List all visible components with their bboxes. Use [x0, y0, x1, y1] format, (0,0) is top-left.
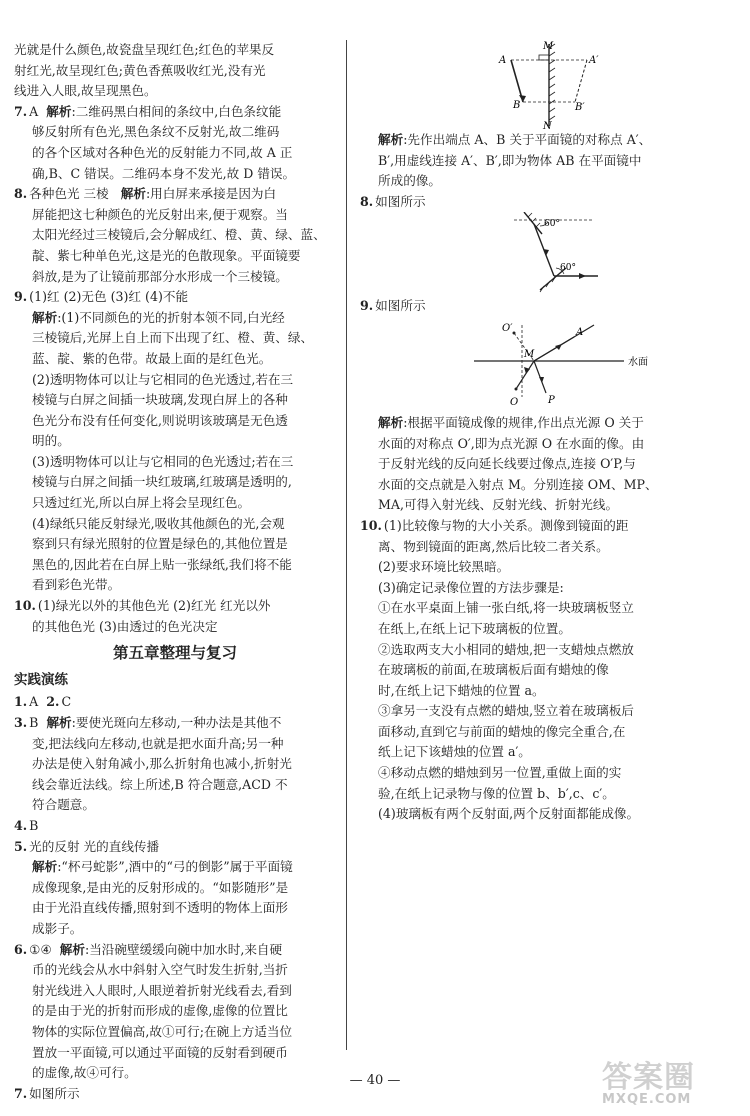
question-number: 5. — [14, 838, 28, 854]
question-number: 7. — [14, 1085, 28, 1101]
text-line: 蓝、靛、紫的色带。故最上面的是红色光。 — [32, 350, 272, 366]
water-surface-figure — [444, 317, 654, 413]
reflection-figure — [494, 212, 604, 296]
subsection-title: 实践演练 — [14, 671, 68, 688]
question-8 — [14, 184, 336, 205]
text-line: 变,把法线向左移动,也就是把水面升高;另一种 — [32, 735, 284, 751]
question-number: 6. — [14, 941, 28, 957]
text-line: :(1)不同颜色的光的折射本领不同,白光经 — [57, 309, 285, 325]
text-line: (2)透明物体可以让与它相同的色光透过,若在三 — [32, 371, 294, 387]
text-line: 的其他色光 (3)由透过的色光决定 — [32, 618, 218, 634]
analysis-label: 解析 — [32, 859, 58, 875]
analysis-label: 解析 — [46, 103, 72, 119]
answer: 光的反射 光的直线传播 — [29, 838, 160, 854]
text-line: 验,在纸上记录物与像的位置 b、b′,c、c′。 — [378, 785, 615, 801]
text-line: (1)比较像与物的大小关系。测像到镜面的距 — [383, 517, 629, 533]
text-line: (3)透明物体可以让与它相同的色光透过;若在三 — [32, 453, 294, 469]
label-P: P — [548, 394, 555, 406]
question-5 — [14, 837, 336, 858]
mirror-image-figure — [489, 40, 609, 130]
label-M: M — [543, 41, 554, 52]
text-line: 成像现象,是由光的反射形成的。“如影随形”是 — [32, 879, 289, 895]
text-line: 置放一平面镜,可以通过平面镜的反射看到硬币 — [32, 1044, 288, 1060]
text-line: 的各个区域对各种色光的反射能力不同,故 A 正 — [32, 144, 293, 160]
text-line: 物体的实际位置偏高,故①可行;在碗上方适当位 — [32, 1023, 293, 1039]
question-8 — [360, 192, 738, 213]
analysis-line — [360, 130, 738, 151]
analysis-line — [360, 413, 738, 434]
analysis-label: 解析 — [120, 186, 146, 202]
analysis-label: 解析 — [378, 132, 404, 147]
text-line: 光就是什么颜色,故瓷盘呈现红色;红色的苹果反 — [14, 42, 275, 57]
text-line: :“杯弓蛇影”,酒中的“弓的倒影”属于平面镜 — [57, 859, 293, 875]
question-7 — [14, 102, 336, 123]
text-line: ②选取两支大小相同的蜡烛,把一支蜡烛点燃放 — [378, 641, 634, 657]
text-line: 太阳光经过三棱镜后,会分解成红、橙、黄、绿、蓝、 — [32, 227, 326, 243]
text-line: 时,在纸上记下蜡烛的位置 a。 — [378, 682, 545, 698]
text-line: B′,用虚线连接 A′、B′,即为物体 AB 在平面镜中 — [378, 152, 642, 168]
answer: A — [29, 694, 39, 710]
answer: A — [29, 103, 39, 119]
text-line: 在玻璃板的前面,在玻璃板后面有蜡烛的像 — [378, 662, 609, 678]
text-line: :要使光斑向左移动,一种办法是其他不 — [71, 715, 282, 730]
text-line: 于反射光线的反向延长线要过像点,连接 O′P,与 — [378, 456, 636, 472]
text-line: 水面的对称点 O′,即为点光源 O 在水面的像。由 — [378, 435, 645, 451]
text-line: 如图所示 — [29, 1085, 80, 1101]
label-M: M — [524, 348, 535, 360]
text-line: 面移动,直到它与前面的蜡烛的像完全重合,在 — [378, 723, 626, 739]
question-number: 9. — [14, 289, 28, 305]
question-4 — [14, 816, 336, 837]
label-A: A — [576, 326, 584, 338]
answer: 各种色光 三棱 — [29, 186, 109, 202]
text-line: MA,可得入射光线、反射光线、折射光线。 — [378, 497, 619, 513]
text-line: 明的。 — [32, 433, 70, 449]
analysis-label: 解析 — [32, 309, 58, 325]
question-number: 7. — [14, 103, 28, 119]
section-title: 第五章整理与复习 — [112, 644, 237, 663]
text-line: 由于光沿直线传播,照射到不透明的物体上面形 — [32, 900, 288, 916]
text-line: ①在水平桌面上铺一张白纸,将一块玻璃板竖立 — [378, 600, 634, 616]
question-10 — [14, 596, 336, 617]
text-line: :根据平面镜成像的规律,作出点光源 O 关于 — [403, 414, 644, 430]
question-number: 8. — [360, 193, 374, 209]
text-line: 线进入人眼,故呈现黑色。 — [14, 83, 157, 99]
question-number: 2. — [46, 694, 60, 710]
text-line: 确,B、C 错误。二维码本身不发光,故 D 错误。 — [32, 165, 296, 181]
text-line: 如图所示 — [375, 193, 426, 209]
analysis-line — [14, 308, 336, 329]
question-10 — [360, 516, 738, 537]
text-line: 察到只有绿光照射的位置是绿色的,其他位置是 — [32, 536, 288, 552]
text-line: 办法是使入射角减小,那么折射角也减小,折射光 — [32, 756, 292, 772]
text-line: 屏能把这七种颜色的光反射出来,便于观察。当 — [32, 206, 288, 222]
text-line: 黑色的,因此若在白屏上贴一张绿纸,我们将不能 — [32, 556, 292, 572]
label-A-prime: A′ — [589, 55, 599, 66]
text-line: 够反射所有色光,黑色条纹不反射光,故二维码 — [32, 124, 280, 140]
text-line: 色光分布没有任何变化,则说明该玻璃是无色透 — [32, 412, 288, 428]
page-number: — 40 — — [349, 1073, 401, 1088]
left-column — [14, 40, 336, 1104]
text-line: 所成的像。 — [378, 173, 441, 189]
question-number: 9. — [360, 298, 374, 314]
analysis-label: 解析 — [378, 414, 404, 430]
watermark-url: MXQE.COM — [602, 1092, 692, 1107]
question-number: 3. — [14, 715, 28, 730]
label-water-surface: 水面 — [628, 356, 648, 368]
text-line: (2)要求环境比较黑暗。 — [378, 559, 510, 575]
text-line: 的是由于光的折射而形成的虚像,虚像的位置比 — [32, 1003, 288, 1019]
angle-label: 60° — [560, 263, 576, 274]
text-line: 棱镜与白屏之间插一块红玻璃,红玻璃是透明的, — [32, 474, 292, 490]
text-line: 线会靠近法线。综上所述,B 符合题意,ACD 不 — [32, 776, 288, 792]
text-line: (4)绿纸只能反射绿光,吸收其他颜色的光,会观 — [32, 515, 285, 531]
text-line: :二维码黑白相间的条纹中,白色条纹能 — [71, 103, 282, 119]
label-N: N — [543, 121, 552, 130]
label-B-prime: B′ — [575, 102, 585, 113]
text-line: 的虚像,故④可行。 — [32, 1065, 137, 1081]
text-line: 射红光,故呈现红色;黄色香蕉吸收红光,没有光 — [14, 62, 266, 78]
text-line: ③拿另一支没有点燃的蜡烛,竖立着在玻璃板后 — [378, 703, 634, 719]
text-line: 如图所示 — [375, 298, 426, 314]
answer: ①④ — [29, 941, 52, 957]
question-number: 4. — [14, 817, 28, 833]
question-number: 10. — [360, 517, 382, 533]
question-6 — [14, 940, 336, 961]
text-line: 三棱镜后,光屏上自上而下出现了红、橙、黄、绿、 — [32, 330, 314, 346]
answer: (1)红 (2)无色 (3)红 (4)不能 — [29, 289, 189, 305]
text-line: 射光线进入人眼时,人眼逆着折射光线看去,看到 — [32, 982, 292, 998]
text-line: 靛、紫七种单色光,这是光的色散现象。平面镜要 — [32, 247, 301, 263]
text-line: 符合题意。 — [32, 797, 95, 813]
text-line: 斜放,是为了让镜前那部分水形成一个三棱镜。 — [32, 268, 288, 284]
text-line: :用白屏来承接是因为白 — [145, 186, 277, 202]
question-number: 10. — [14, 598, 36, 614]
label-A: A — [499, 55, 507, 66]
watermark-text: 答案圈 — [602, 1060, 695, 1095]
question-number: 1. — [14, 694, 28, 710]
text-line: (4)玻璃板有两个反射面,两个反射面都能成像。 — [378, 806, 640, 822]
answer: B — [29, 817, 39, 833]
label-B: B — [513, 100, 521, 111]
text-line: 在纸上,在纸上记下玻璃板的位置。 — [378, 620, 571, 636]
question-9 — [360, 296, 738, 317]
angle-label: 60° — [544, 219, 560, 230]
analysis-label: 解析 — [59, 941, 85, 957]
text-line: ④移动点燃的蜡烛到另一位置,重做上面的实 — [378, 765, 622, 781]
text-line: :当沿碗壁缓缓向碗中加水时,来自硬 — [84, 941, 283, 957]
label-O-prime: O′ — [502, 322, 513, 334]
question-number: 8. — [14, 186, 28, 202]
analysis-label: 解析 — [46, 715, 72, 730]
answer: B — [29, 715, 39, 730]
text-line: (3)确定记录像位置的方法步骤是: — [378, 579, 564, 595]
analysis-line — [14, 857, 336, 878]
text-line: 水面的交点就是入射点 M。分别连接 OM、MP、 — [378, 476, 658, 492]
watermark-logo — [602, 1052, 695, 1107]
questions-1-2 — [14, 692, 336, 713]
question-3 — [14, 713, 336, 734]
answer: C — [61, 694, 72, 710]
column-divider — [346, 40, 347, 1050]
text-line: 棱镜与白屏之间插一块玻璃,发现白屏上的各种 — [32, 392, 288, 408]
text-line: 看到彩色光带。 — [32, 577, 121, 593]
question-9 — [14, 287, 336, 308]
text-line: 离、物到镜面的距离,然后比较二者关系。 — [378, 538, 609, 554]
text-line: 只透过红光,所以白屏上将会呈现红色。 — [32, 495, 251, 511]
text-line: (1)绿光以外的其他色光 (2)红光 红光以外 — [37, 598, 271, 614]
text-line: 成影子。 — [32, 920, 83, 936]
text-line: 币的光线会从水中斜射入空气时发生折射,当折 — [32, 962, 288, 978]
right-column — [360, 40, 738, 825]
text-line: 纸上记下该蜡烛的位置 a′。 — [378, 744, 531, 760]
label-O: O — [510, 396, 519, 408]
text-line: :先作出端点 A、B 关于平面镜的对称点 A′、 — [403, 132, 652, 147]
